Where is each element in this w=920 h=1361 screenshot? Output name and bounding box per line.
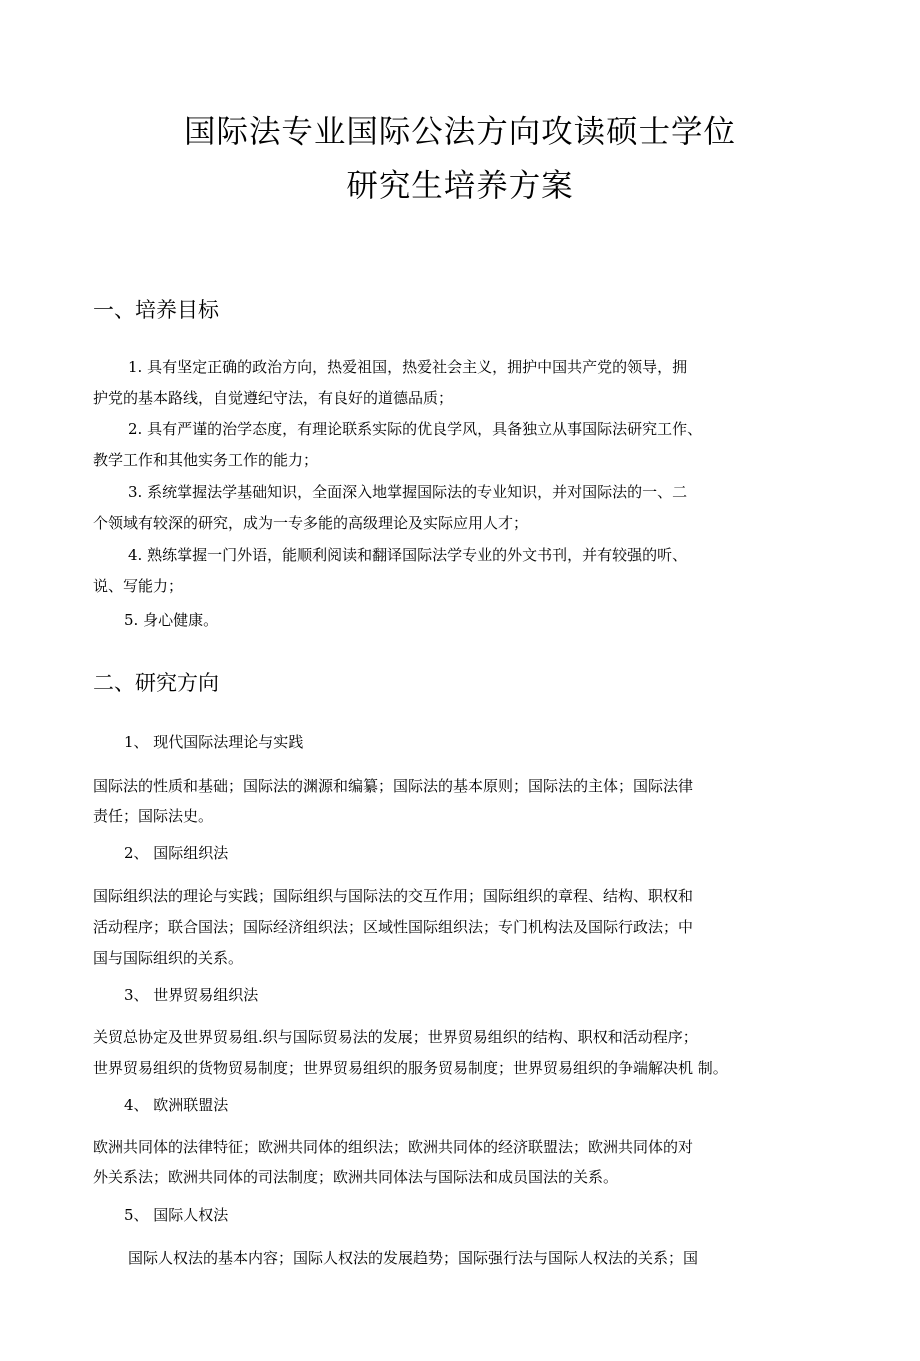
research-direction-text: 世界贸易组织的货物贸易制度；世界贸易组织的服务贸易制度；世界贸易组织的争端解决机 制。: [93, 1059, 728, 1077]
goal-line: 说、写能力；: [93, 577, 184, 595]
goal-line: 5. 身心健康。: [124, 611, 219, 629]
research-direction-text: 责任；国际法史。: [93, 807, 214, 825]
research-direction-text: 欧洲共同体的法律特征；欧洲共同体的组织法；欧洲共同体的经济联盟法；欧洲共同体的对: [93, 1138, 694, 1156]
research-direction-title: 4、 欧洲联盟法: [124, 1096, 229, 1114]
goal-line: 护党的基本路线，自觉遵纪守法，有良好的道德品质；: [93, 389, 454, 407]
research-direction-title: 2、 国际组织法: [124, 844, 229, 862]
document-title-line-2: 研究生培养方案: [346, 168, 574, 204]
research-direction-text: 活动程序；联合国法；国际经济组织法；区域性国际组织法；专门机构法及国际行政法；中: [93, 918, 694, 936]
research-direction-text: 国与国际组织的关系。: [93, 949, 244, 967]
research-direction-title: 1、 现代国际法理论与实践: [124, 733, 304, 751]
research-direction-text: 国际法的性质和基础；国际法的渊源和编纂；国际法的基本原则；国际法的主体；国际法律: [93, 777, 694, 795]
goal-line: 2. 具有严谨的治学态度，有理论联系实际的优良学风，具备独立从事国际法研究工作、: [128, 420, 703, 438]
goal-line: 教学工作和其他实务工作的能力；: [93, 451, 319, 469]
research-direction-text: 国际组织法的理论与实践；国际组织与国际法的交互作用；国际组织的章程、结构、职权和: [93, 887, 694, 905]
research-direction-text: 外关系法；欧洲共同体的司法制度；欧洲共同体法与国际法和成员国法的关系。: [93, 1168, 619, 1186]
research-direction-title: 3、 世界贸易组织法: [124, 986, 259, 1004]
research-direction-text: 国际人权法的基本内容；国际人权法的发展趋势；国际强行法与国际人权法的关系；国: [128, 1249, 699, 1267]
goal-line: 3. 系统掌握法学基础知识，全面深入地掌握国际法的专业知识，并对国际法的一、二: [128, 483, 688, 501]
goal-line: 4. 熟练掌握一门外语，能顺利阅读和翻译国际法学专业的外文书刊，并有较强的听、: [128, 546, 688, 564]
section-heading-research-directions: 二、研究方向: [93, 671, 219, 695]
goal-line: 个领域有较深的研究，成为一专多能的高级理论及实际应用人才；: [93, 514, 529, 532]
section-heading-training-goals: 一、培养目标: [93, 298, 219, 322]
research-direction-text: 关贸总协定及世界贸易组.织与国际贸易法的发展；世界贸易组织的结构、职权和活动程序；: [93, 1028, 698, 1046]
goal-line: 1. 具有坚定正确的政治方向，热爱祖国，热爱社会主义，拥护中国共产党的领导，拥: [128, 358, 688, 376]
research-direction-title: 5、 国际人权法: [124, 1206, 229, 1224]
document-title-line-1: 国际法专业国际公法方向攻读硕士学位: [184, 114, 736, 150]
